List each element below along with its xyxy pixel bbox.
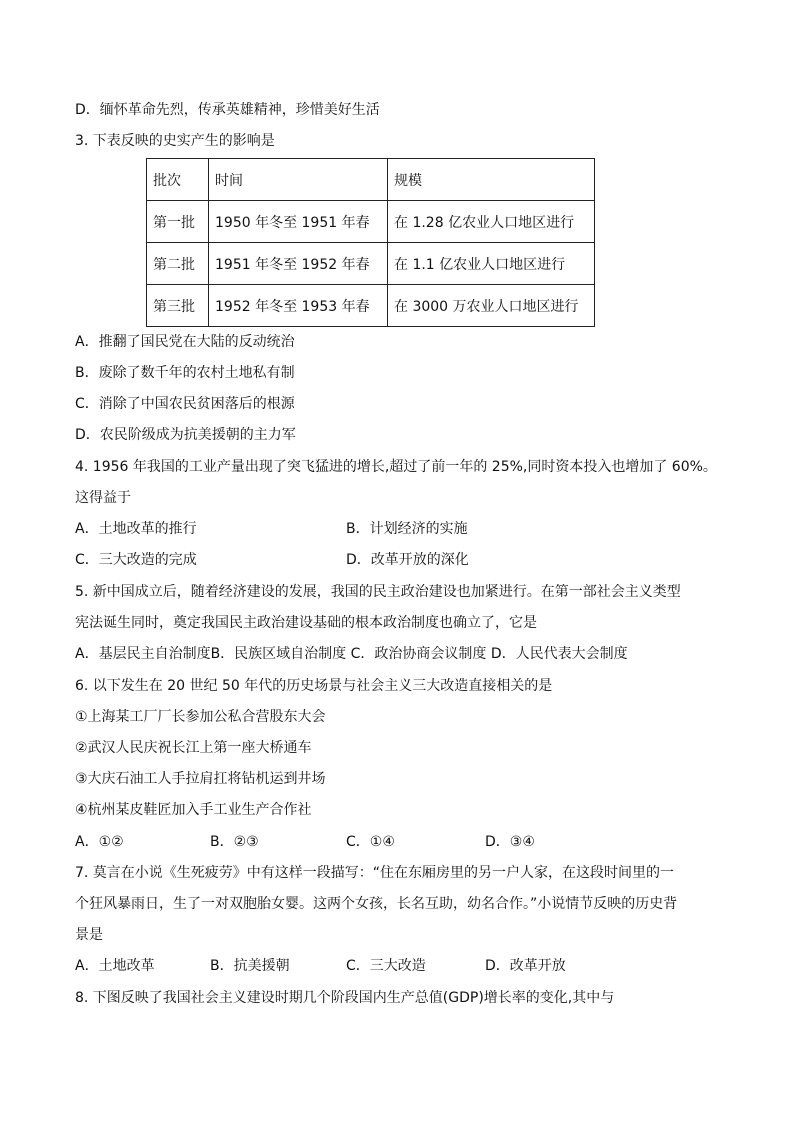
table-cell: 在 1.28 亿农业人口地区进行	[388, 201, 595, 243]
q5-stem-line1: 5. 新中国成立后，随着经济建设的发展，我国的民主政治建设也加紧进行。在第一部社会主义类型	[75, 584, 681, 600]
q3-option-d: D．农民阶级成为抗美援朝的主力军	[75, 427, 296, 443]
q4-option-d: D．改革开放的深化	[346, 552, 469, 568]
table-cell: 第一批	[147, 201, 209, 243]
q7-stem-line2: 个狂风暴雨日，生了一对双胞胎女婴。这两个女孩，长名互助，幼名合作。”小说情节反映的历史背	[75, 896, 678, 912]
q4-stem-line2: 这得益于	[75, 490, 131, 506]
q4-option-c: C．三大改造的完成	[75, 552, 197, 568]
q7-stem-line1: 7. 莫言在小说《生死疲劳》中有这样一段描写：“住在东厢房里的另一户人家，在这段时间里的一	[75, 865, 675, 881]
q7-option-a: A．土地改革	[75, 958, 155, 974]
table-cell: 1952 年冬至 1953 年春	[209, 285, 388, 327]
q6-option-b: B．②③	[210, 834, 259, 850]
q8-stem-line1: 8. 下图反映了我国社会主义建设时期几个阶段国内生产总值(GDP)增长率的变化,其中与	[75, 990, 615, 1006]
q3-stem: 3. 下表反映的史实产生的影响是	[75, 133, 275, 149]
q4-stem-line1: 4. 1956 年我国的工业产量出现了突飞猛进的增长,超过了前一年的 25%,同时资本投入也增加了 60%。	[75, 459, 717, 475]
q7-option-b: B．抗美援朝	[210, 958, 290, 974]
table-cell: 在 3000 万农业人口地区进行	[388, 285, 595, 327]
q6-item-1: ①上海某工厂厂长参加公私合营股东大会	[75, 709, 326, 725]
q3-option-c: C．消除了中国农民贫困落后的根源	[75, 396, 295, 412]
table-header-cell: 规模	[388, 159, 595, 201]
table-header-cell: 批次	[147, 159, 209, 201]
q3-option-b: B．废除了数千年的农村土地私有制	[75, 365, 295, 381]
table-cell: 1950 年冬至 1951 年春	[209, 201, 388, 243]
table-cell: 1951 年冬至 1952 年春	[209, 243, 388, 285]
q4-option-a: A．土地改革的推行	[75, 521, 197, 537]
q3-option-a: A．推翻了国民党在大陆的反动统治	[75, 334, 295, 350]
q6-option-a: A．①②	[75, 834, 124, 850]
table-cell: 第三批	[147, 285, 209, 327]
q6-stem: 6. 以下发生在 20 世纪 50 年代的历史场景与社会主义三大改造直接相关的是	[75, 678, 553, 694]
table-row	[147, 285, 595, 327]
q6-item-4: ④杭州某皮鞋匠加入手工业生产合作社	[75, 802, 312, 818]
table-row	[147, 201, 595, 243]
q3-table	[146, 158, 595, 327]
q6-item-2: ②武汉人民庆祝长江上第一座大桥通车	[75, 740, 312, 756]
table-cell: 在 1.1 亿农业人口地区进行	[388, 243, 595, 285]
table-cell: 第二批	[147, 243, 209, 285]
q7-stem-line3: 景是	[75, 927, 103, 943]
q7-option-d: D．改革开放	[485, 958, 566, 974]
q5-options: A．基层民主自治制度B．民族区域自治制度 C．政治协商会议制度 D．人民代表大会制度	[75, 646, 628, 662]
q6-option-d: D．③④	[485, 834, 535, 850]
q4-option-b: B．计划经济的实施	[346, 521, 468, 537]
table-row	[147, 243, 595, 285]
q5-stem-line2: 宪法诞生同时，奠定我国民主政治建设基础的根本政治制度也确立了，它是	[75, 615, 537, 631]
q6-item-3: ③大庆石油工人手拉肩扛将钻机运到井场	[75, 771, 326, 787]
q6-option-c: C．①④	[346, 834, 395, 850]
table-header-cell: 时间	[209, 159, 388, 201]
table-header-row	[147, 159, 595, 201]
q7-option-c: C．三大改造	[346, 958, 426, 974]
q2-option-d: D．缅怀革命先烈，传承英雄精神，珍惜美好生活	[75, 102, 380, 118]
